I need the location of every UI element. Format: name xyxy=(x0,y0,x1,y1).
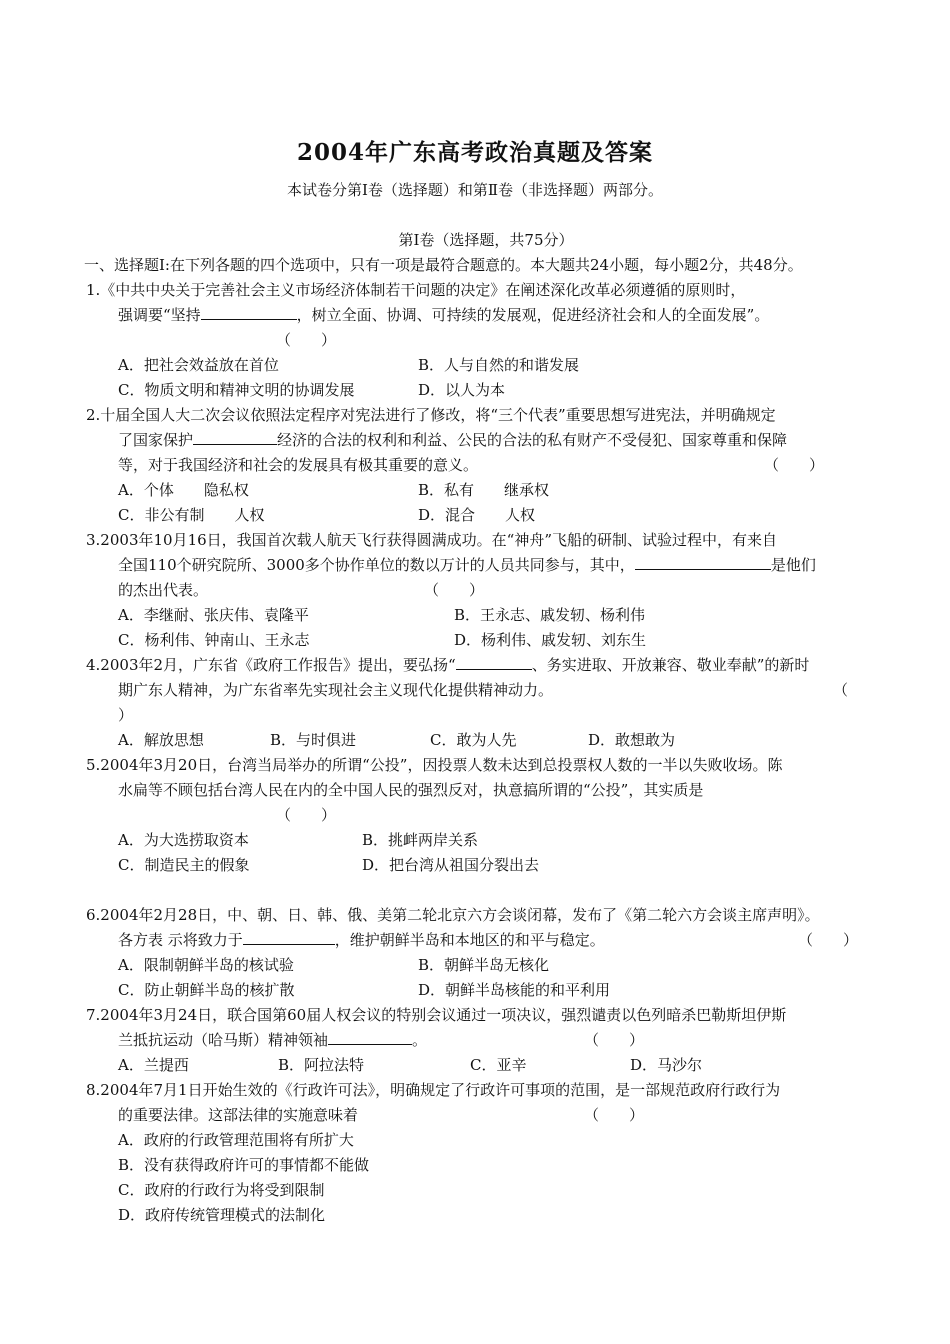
option-d: D．杨利伟、戚发轫、刘东生 xyxy=(454,631,647,649)
answer-paren-close: ） xyxy=(118,706,134,724)
exam-content xyxy=(86,228,886,1228)
question-text xyxy=(86,453,886,478)
options-row xyxy=(86,953,886,978)
question-text xyxy=(86,678,886,703)
answer-paren: （ ） xyxy=(584,1106,645,1124)
options-row xyxy=(86,728,886,753)
answer-blank xyxy=(328,1030,412,1045)
options-row xyxy=(86,1053,886,1078)
question-text xyxy=(86,303,886,328)
question-text-part: ，维护朝鲜半岛和本地区的和平与稳定。 xyxy=(334,931,605,949)
option-b: B．私有 继承权 xyxy=(418,481,550,499)
options-row xyxy=(86,603,886,628)
option-d: D．敢想敢为 xyxy=(588,731,676,749)
question-text xyxy=(86,428,886,453)
answer-paren: （ ） xyxy=(798,931,859,949)
options-row xyxy=(86,503,886,528)
options-row xyxy=(86,478,886,503)
page-subtitle: 本试卷分第Ⅰ卷（选择题）和第Ⅱ卷（非选择题）两部分。 xyxy=(286,181,664,199)
option-d: D．马沙尔 xyxy=(630,1056,703,1074)
option-d: D．朝鲜半岛核能的和平利用 xyxy=(418,981,611,999)
answer-blank xyxy=(193,430,277,445)
option-d: D．以人为本 xyxy=(418,381,506,399)
answer-paren: （ ） xyxy=(584,1031,645,1049)
answer-paren: （ ） xyxy=(424,581,485,599)
option-c: C．政府的行政行为将受到限制 xyxy=(118,1181,325,1199)
spacer xyxy=(86,878,886,903)
options-row xyxy=(86,378,886,403)
option-b: B．人与自然的和谐发展 xyxy=(418,356,580,374)
question-text: 1.《中共中央关于完善社会主义市场经济体制若干问题的决定》在阐述深化改革必须遵循的原则时， xyxy=(86,281,746,299)
section-instruction: 一、选择题Ⅰ:在下列各题的四个选项中，只有一项是最符合题意的。本大题共24小题，每小题2分，共48分。 xyxy=(84,256,803,274)
question-text-part: 、务实进取、开放兼容、敬业奉献”的新时 xyxy=(531,656,810,674)
answer-paren: （ ） xyxy=(276,806,337,824)
question-text xyxy=(86,1028,886,1053)
question-text: 水扁等不顾包括台湾人民在内的全中国人民的强烈反对，执意搞所谓的“公投”，其实质是 xyxy=(118,781,704,799)
question-text: 3.2003年10月16日，我国首次载人航天飞行获得圆满成功。在“神舟”飞船的研制、试验过程中，有来自 xyxy=(86,531,778,549)
option-a: A．把社会效益放在首位 xyxy=(118,356,279,374)
option-d: D．混合 人权 xyxy=(418,506,536,524)
option-d: D．政府传统管理模式的法制化 xyxy=(118,1206,326,1224)
question-7 xyxy=(86,1003,886,1078)
answer-blank xyxy=(456,655,532,670)
option-c: C．防止朝鲜半岛的核扩散 xyxy=(118,981,295,999)
question-8 xyxy=(86,1078,886,1228)
options-row xyxy=(86,978,886,1003)
option-a: A．兰提西 xyxy=(118,1056,189,1074)
option-b: B．与时俱进 xyxy=(270,731,357,749)
question-text-part: 的重要法律。这部法律的实施意味着 xyxy=(118,1106,359,1124)
question-text-part: 。 xyxy=(412,1031,428,1049)
question-text-part: 等，对于我国经济和社会的发展具有极其重要的意义。 xyxy=(118,456,479,474)
question-text xyxy=(86,578,886,603)
option-c: C．杨利伟、钟南山、王永志 xyxy=(118,631,310,649)
question-text-part: 各方表 示将致力于 xyxy=(118,931,243,949)
option-b: B．没有获得政府许可的事情都不能做 xyxy=(118,1156,370,1174)
section-title: 第Ⅰ卷（选择题，共75分） xyxy=(398,231,574,249)
question-text: 8.2004年7月1日开始生效的《行政许可法》，明确规定了行政许可事项的范围，是一部规范政府行政行为 xyxy=(86,1081,781,1099)
answer-paren: （ ） xyxy=(764,456,825,474)
question-3 xyxy=(86,528,886,653)
option-b: B．挑衅两岸关系 xyxy=(362,831,479,849)
option-a: A．为大选捞取资本 xyxy=(118,831,249,849)
question-2 xyxy=(86,403,886,528)
answer-paren-open: （ xyxy=(833,681,849,699)
option-c: C．敢为人先 xyxy=(430,731,517,749)
answer-blank xyxy=(635,555,771,570)
option-c: C．非公有制 人权 xyxy=(118,506,265,524)
question-text-part: 了国家保护 xyxy=(118,431,194,449)
question-text-part: 是他们 xyxy=(770,556,816,574)
question-4 xyxy=(86,653,886,753)
options-row xyxy=(86,628,886,653)
question-text: 7.2004年3月24日，联合国第60届人权会议的特别会议通过一项决议，强烈谴责以色列暗杀巴勒斯坦伊斯 xyxy=(86,1006,787,1024)
answer-blank xyxy=(201,305,297,320)
question-text: 6.2004年2月28日，中、朝、日、韩、俄、美第二轮北京六方会谈闭幕，发布了《第二轮六方会谈主席声明》。 xyxy=(86,906,820,924)
question-text: 2.十届全国人大二次会议依照法定程序对宪法进行了修改，将“三个代表”重要思想写进宪法，并明确规定 xyxy=(86,406,776,424)
question-text: 5.2004年3月20日，台湾当局举办的所谓“公投”，因投票人数未达到总投票权人数的一半以失败收场。陈 xyxy=(86,756,783,774)
option-d: D．把台湾从祖国分裂出去 xyxy=(362,856,540,874)
options-row xyxy=(86,353,886,378)
question-text xyxy=(86,653,886,678)
options-row xyxy=(86,828,886,853)
question-text xyxy=(86,553,886,578)
question-text-part: 兰抵抗运动（哈马斯）精神领袖 xyxy=(118,1031,329,1049)
question-text xyxy=(86,928,886,953)
option-a: A．政府的行政管理范围将有所扩大 xyxy=(118,1131,354,1149)
option-a: A．限制朝鲜半岛的核试验 xyxy=(118,956,294,974)
option-a: A．李继耐、张庆伟、袁隆平 xyxy=(118,606,309,624)
option-a: A．个体 隐私权 xyxy=(118,481,249,499)
question-1 xyxy=(86,278,886,403)
option-c: C．制造民主的假象 xyxy=(118,856,250,874)
option-b: B．王永志、戚发轫、杨利伟 xyxy=(454,606,646,624)
question-5 xyxy=(86,753,886,878)
answer-paren: （ ） xyxy=(276,331,337,349)
option-a: A．解放思想 xyxy=(118,731,204,749)
question-text-part: 4.2003年2月，广东省《政府工作报告》提出，要弘扬“ xyxy=(86,656,456,674)
question-text-part: 期广东人精神，为广东省率先实现社会主义现代化提供精神动力。 xyxy=(118,681,554,699)
question-6 xyxy=(86,903,886,1003)
option-c: C．物质文明和精神文明的协调发展 xyxy=(118,381,355,399)
question-text xyxy=(86,1103,886,1128)
question-text-part: 强调要“坚持 xyxy=(118,306,201,324)
option-b: B．阿拉法特 xyxy=(278,1056,365,1074)
option-b: B．朝鲜半岛无核化 xyxy=(418,956,550,974)
option-c: C．亚辛 xyxy=(470,1056,527,1074)
page-title: 2004年广东高考政治真题及答案 xyxy=(296,139,653,166)
question-text-part: 经济的合法的权利和利益、公民的合法的私有财产不受侵犯、国家尊重和保障 xyxy=(277,431,788,449)
options-row xyxy=(86,853,886,878)
question-text-part: ，树立全面、协调、可持续的发展观，促进经济社会和人的全面发展”。 xyxy=(296,306,770,324)
answer-blank xyxy=(243,930,335,945)
question-text-part: 全国110个研究院所、3000多个协作单位的数以万计的人员共同参与，其中， xyxy=(118,556,635,574)
question-text-part: 的杰出代表。 xyxy=(118,581,209,599)
